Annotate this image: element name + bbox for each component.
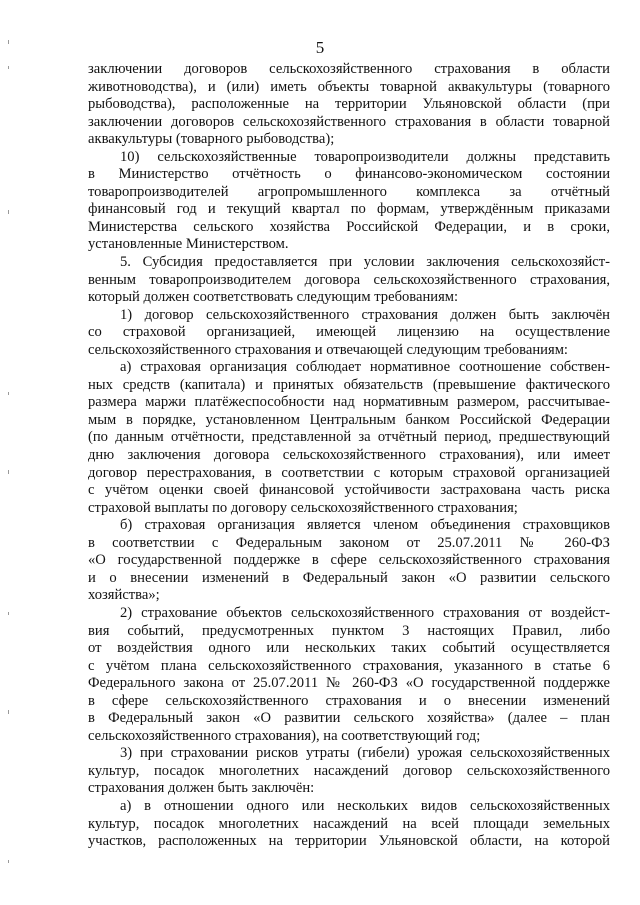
- text-line: мым в порядке, установленном Центральным банком Российской Федерации: [88, 411, 610, 428]
- text-line: культур, посадок многолетних насаждений договор сельскохозяйственного: [88, 762, 610, 779]
- text-line: в Министерство отчётность о финансово-экономическом состоянии: [88, 166, 610, 183]
- text-line: 5. Субсидия предоставляется при условии заключения сельскохозяйст-: [120, 254, 610, 271]
- text-line: (по данным отчётности, представленной за отчётный период, предшествующий: [88, 429, 610, 446]
- text-line: установленные Министерством.: [88, 236, 289, 253]
- text-line: в Федеральный закон «О развитии сельского хозяйства» (далее – план: [88, 710, 610, 727]
- text-line: страхования должен быть заключён:: [88, 780, 315, 797]
- text-line: а) в отношении одного или нескольких видов сельскохозяйственных: [120, 797, 610, 814]
- text-line: дню заключения договора сельскохозяйственного страхования), или имеет: [88, 447, 610, 464]
- text-line: от воздействия одного или нескольких таких событий осуществляется: [88, 640, 610, 657]
- text-line: страховой выплаты по договору сельскохозяйственного страхования;: [88, 499, 518, 516]
- text-line: со страховой организацией, имеющей лицензию на осуществление: [88, 324, 610, 341]
- text-line: а) страховая организация соблюдает нормативное соотношение собствен-: [120, 359, 610, 376]
- text-line: который должен соответствовать следующим требованиям:: [88, 289, 459, 306]
- text-line: сельскохозяйственного страхования), на соответствующий год;: [88, 727, 481, 744]
- text-line: 3) при страховании рисков утраты (гибели) урожая сельскохозяйственных: [120, 745, 610, 762]
- text-line: сельскохозяйственного страхования и отвечающей следующим требованиям:: [88, 341, 568, 358]
- text-line: животноводства), и (или) иметь объекты товарной аквакультуры (товарного: [88, 78, 610, 95]
- text-line: ных средств (капитала) и принятых обязательств (превышение фактического: [88, 376, 610, 393]
- text-line: заключении договоров сельскохозяйственного страхования в области: [88, 61, 610, 77]
- text-line: договор перестрахования, в соответствии с которым страховой организацией: [88, 464, 610, 481]
- text-line: 10) сельскохозяйственные товаропроизводители должны представить: [120, 148, 610, 165]
- text-line: с учётом оценки своей финансовой устойчивости застрахована часть риска: [88, 482, 610, 499]
- document-body: [88, 61, 610, 851]
- text-line: вия событий, предусмотренных пунктом 3 настоящих Правил, либо: [88, 622, 610, 639]
- text-line: 2) страхование объектов сельскохозяйственного страхования от воздейст-: [120, 604, 610, 621]
- text-line: рыбоводства), расположенные на территории Ульяновской области (при: [88, 96, 610, 113]
- text-line: аквакультуры (товарного рыбоводства);: [88, 131, 335, 148]
- text-line: Федерального закона от 25.07.2011 № 260-ФЗ «О государственной поддержке: [88, 675, 610, 692]
- scan-margin-marks: [0, 0, 14, 905]
- text-line: венным товаропроизводителем договора сельскохозяйственного страхования,: [88, 271, 610, 288]
- page-number: 5: [315, 38, 325, 57]
- text-line: и о внесении изменений в Федеральный закон «О развитии сельского: [88, 569, 610, 586]
- text-line: заключении договоров сельскохозяйственного страхования в области товарной: [88, 113, 610, 130]
- text-line: б) страховая организация является членом объединения страховщиков: [120, 517, 610, 534]
- text-line: «О государственной поддержке в сфере сельскохозяйственного страхования: [88, 552, 610, 569]
- text-line: в сфере сельскохозяйственного страхования и о внесении изменений: [88, 692, 610, 709]
- text-line: Министерства сельского хозяйства Российской Федерации, и в сроки,: [88, 218, 610, 235]
- text-line: с учётом плана сельскохозяйственного страхования, указанного в статье 6: [88, 657, 610, 674]
- text-line: 1) договор сельскохозяйственного страхования должен быть заключён: [120, 306, 610, 323]
- text-line: участков, расположенных на территории Ульяновской области, на которой: [88, 833, 610, 850]
- text-line: в соответствии с Федеральным законом от 25.07.2011 № 260-ФЗ: [88, 534, 610, 551]
- text-line: финансовый год и текущий квартал по формам, утверждённым приказами: [88, 201, 610, 218]
- text-line: культур, посадок многолетних насаждений на всей площади земельных: [88, 815, 610, 832]
- text-line: хозяйства»;: [88, 587, 160, 604]
- text-line: размера маржи платёжеспособности над нормативным размером, рассчитывае-: [88, 394, 610, 411]
- text-line: товаропроизводителей агропромышленного комплекса за отчётный: [88, 183, 610, 200]
